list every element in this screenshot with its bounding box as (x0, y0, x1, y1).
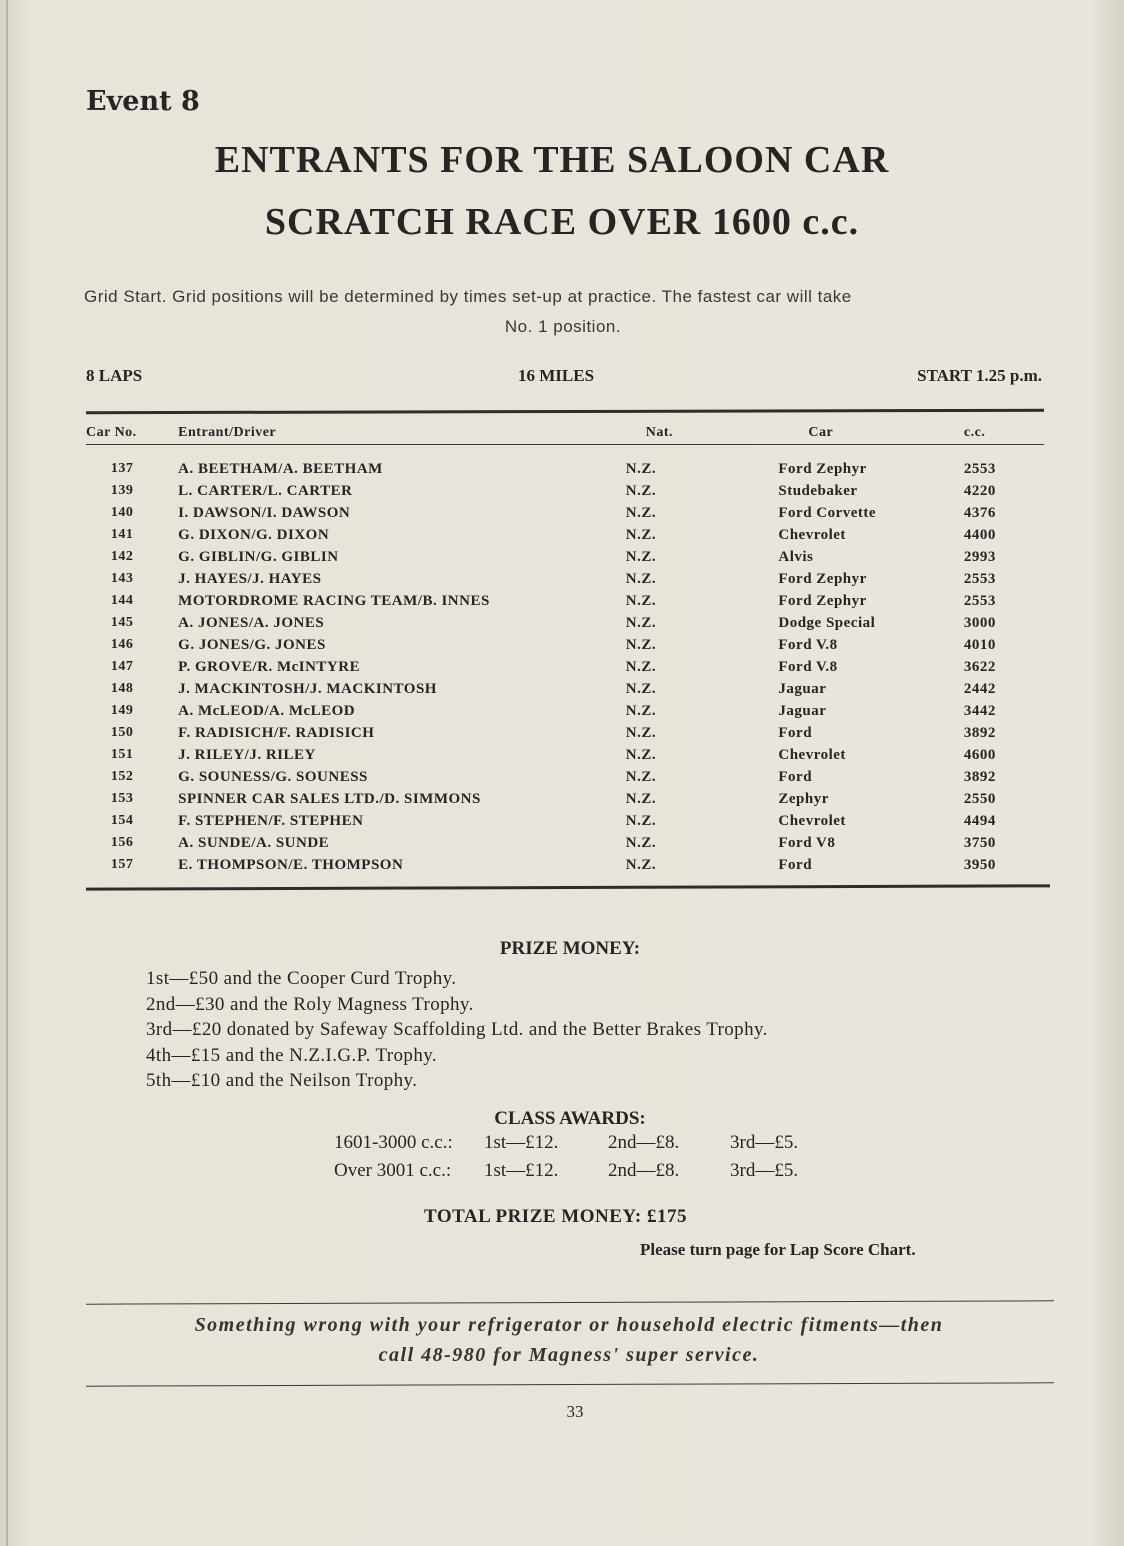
entrant-driver: G. GIBLIN/G. GIBLIN (178, 548, 339, 565)
nationality: N.Z. (625, 570, 657, 587)
engine-cc: 2550 (963, 790, 996, 807)
advert-line-1: Something wrong with your refrigerator or household electric fitments—then (194, 1314, 944, 1336)
car-number: 149 (110, 703, 134, 718)
nationality: N.Z. (625, 724, 657, 741)
car-number: 142 (110, 549, 134, 564)
engine-cc: 3892 (963, 768, 996, 785)
turn-page-note: Please turn page for Lap Score Chart. (640, 1240, 916, 1259)
entrant-driver: F. STEPHEN/F. STEPHEN (178, 812, 364, 829)
engine-cc: 4494 (963, 812, 996, 829)
engine-cc: 2993 (963, 548, 996, 565)
nationality: N.Z. (625, 812, 657, 829)
entrant-driver: G. SOUNESS/G. SOUNESS (178, 768, 368, 785)
nationality: N.Z. (625, 746, 657, 763)
nationality: N.Z. (625, 834, 657, 851)
prize-item: 3rd—£20 donated by Safeway Scaffolding Ltd. and the Better Brakes Trophy. (146, 1019, 768, 1040)
car-number: 152 (110, 769, 134, 784)
entrant-driver: A. BEETHAM/A. BEETHAM (178, 460, 383, 477)
nationality: N.Z. (625, 460, 657, 477)
car-number: 147 (110, 659, 134, 674)
car-model: Studebaker (778, 482, 858, 499)
total-prize-money: TOTAL PRIZE MONEY: £175 (424, 1206, 687, 1227)
advert-bottom-rule (86, 1382, 1054, 1386)
class-award-second: 2nd—£8. (608, 1160, 680, 1181)
car-model: Ford Zephyr (778, 592, 867, 609)
engine-cc: 3442 (963, 702, 996, 719)
table-row (86, 612, 1044, 634)
car-number: 141 (110, 527, 134, 542)
table-row (86, 788, 1044, 810)
car-number: 148 (110, 681, 134, 696)
table-row (86, 546, 1044, 568)
nationality: N.Z. (625, 768, 657, 785)
entrant-driver: E. THOMPSON/E. THOMPSON (178, 856, 404, 873)
car-number: 154 (110, 813, 134, 828)
page-title-line-2: SCRATCH RACE OVER 1600 c.c. (264, 201, 860, 243)
prize-item: 4th—£15 and the N.Z.I.G.P. Trophy. (146, 1044, 438, 1066)
nationality: N.Z. (625, 636, 657, 653)
entrant-driver: SPINNER CAR SALES LTD./D. SIMMONS (178, 790, 481, 807)
car-model: Ford V8 (778, 834, 836, 851)
table-row (86, 854, 1044, 876)
car-number: 153 (110, 791, 134, 806)
col-header-car-no: Car No. (86, 425, 137, 440)
entrant-driver: J. RILEY/J. RILEY (178, 746, 316, 763)
car-model: Alvis (778, 548, 814, 565)
prize-item: 5th—£10 and the Neilson Trophy. (146, 1070, 418, 1091)
grid-start-note-line-1: Grid Start. Grid positions will be determined by times set-up at practice. The fastest car will take (84, 287, 852, 306)
table-bottom-rule (86, 884, 1050, 890)
engine-cc: 4220 (963, 482, 996, 499)
engine-cc: 4600 (963, 746, 996, 763)
car-model: Chevrolet (778, 746, 846, 763)
car-model: Ford V.8 (778, 658, 838, 675)
nationality: N.Z. (625, 526, 657, 543)
car-model: Zephyr (778, 790, 829, 807)
entrant-driver: J. MACKINTOSH/J. MACKINTOSH (178, 680, 437, 697)
col-header-nat: Nat. (645, 425, 674, 440)
grid-start-note (84, 282, 1042, 342)
entrant-driver: MOTORDROME RACING TEAM/B. INNES (178, 592, 490, 609)
table-row (86, 502, 1044, 524)
miles-label: 16 MILES (518, 366, 595, 385)
entrant-driver: G. DIXON/G. DIXON (178, 526, 330, 543)
table-row (86, 744, 1044, 766)
table-row (86, 766, 1044, 788)
car-number: 151 (110, 747, 134, 762)
event-label: Event 8 (86, 86, 200, 117)
car-number: 150 (110, 725, 134, 740)
laps-label: 8 LAPS (86, 366, 143, 385)
table-row (86, 700, 1044, 722)
car-number: 140 (110, 505, 134, 520)
table-row (86, 590, 1044, 612)
nationality: N.Z. (625, 548, 657, 565)
engine-cc: 3622 (963, 658, 996, 675)
nationality: N.Z. (625, 482, 657, 499)
nationality: N.Z. (625, 702, 657, 719)
prize-money-list (146, 966, 768, 1094)
engine-cc: 2442 (963, 680, 996, 697)
table-row (86, 448, 1044, 480)
class-award-third: 3rd—£5. (730, 1160, 799, 1181)
nationality: N.Z. (625, 658, 657, 675)
table-header-row (86, 418, 1044, 448)
nationality: N.Z. (625, 856, 657, 873)
nationality: N.Z. (625, 504, 657, 521)
entrants-table-body (86, 448, 1044, 876)
car-model: Ford V.8 (778, 636, 838, 653)
engine-cc: 3750 (963, 834, 996, 851)
advert-top-rule (86, 1300, 1054, 1304)
car-model: Ford (778, 768, 813, 785)
car-model: Chevrolet (778, 812, 846, 829)
class-award-third: 3rd—£5. (730, 1132, 799, 1153)
entrant-driver: I. DAWSON/I. DAWSON (178, 504, 351, 521)
table-row (86, 656, 1044, 678)
engine-cc: 4010 (963, 636, 996, 653)
car-number: 144 (110, 593, 134, 608)
car-number: 137 (110, 461, 134, 476)
entrants-table (86, 418, 1044, 876)
table-row (86, 722, 1044, 744)
table-row (86, 832, 1044, 854)
class-award-first: 1st—£12. (484, 1160, 559, 1181)
class-awards-heading: CLASS AWARDS: (494, 1108, 646, 1129)
class-award-label: Over 3001 c.c.: (334, 1160, 452, 1181)
engine-cc: 3892 (963, 724, 996, 741)
magness-advert (84, 1310, 1054, 1370)
entrant-driver: A. SUNDE/A. SUNDE (178, 834, 330, 851)
car-number: 157 (110, 857, 134, 872)
engine-cc: 4400 (963, 526, 996, 543)
advert-line-2: call 48-980 for Magness' super service. (378, 1344, 760, 1366)
engine-cc: 2553 (963, 592, 996, 609)
table-row (86, 634, 1044, 656)
car-number: 146 (110, 637, 134, 652)
table-top-rule (86, 409, 1044, 415)
grid-start-note-line-2: No. 1 position. (504, 317, 622, 336)
nationality: N.Z. (625, 680, 657, 697)
car-model: Jaguar (778, 680, 827, 697)
entrant-driver: L. CARTER/L. CARTER (178, 482, 353, 499)
car-number: 156 (110, 835, 134, 850)
col-header-car: Car (808, 425, 834, 440)
nationality: N.Z. (625, 790, 657, 807)
table-row (86, 678, 1044, 700)
engine-cc: 2553 (963, 570, 996, 587)
car-model: Chevrolet (778, 526, 846, 543)
engine-cc: 2553 (963, 460, 996, 477)
car-model: Ford (778, 724, 813, 741)
entrant-driver: F. RADISICH/F. RADISICH (178, 724, 375, 741)
entrant-driver: G. JONES/G. JONES (178, 636, 326, 653)
entrant-driver: P. GROVE/R. McINTYRE (178, 658, 361, 675)
class-award-second: 2nd—£8. (608, 1132, 680, 1153)
col-header-cc: c.c. (963, 425, 986, 440)
prize-item: 2nd—£30 and the Roly Magness Trophy. (146, 993, 474, 1015)
nationality: N.Z. (625, 592, 657, 609)
entrant-driver: A. JONES/A. JONES (178, 614, 325, 631)
car-model: Ford (778, 856, 813, 873)
car-number: 145 (110, 615, 134, 630)
engine-cc: 3000 (963, 614, 996, 631)
car-model: Jaguar (778, 702, 827, 719)
class-award-label: 1601-3000 c.c.: (334, 1132, 453, 1153)
prize-item: 1st—£50 and the Cooper Curd Trophy. (146, 968, 457, 989)
start-time-label: START 1.25 p.m. (917, 366, 1042, 385)
table-row (86, 524, 1044, 546)
prize-money-heading: PRIZE MONEY: (499, 938, 641, 959)
class-award-first: 1st—£12. (484, 1132, 559, 1153)
entrant-driver: A. McLEOD/A. McLEOD (178, 702, 356, 719)
page-title-line-1: ENTRANTS FOR THE SALOON CAR (214, 139, 890, 181)
page-number: 33 (566, 1402, 584, 1421)
col-header-entrant: Entrant/Driver (178, 425, 277, 440)
table-row (86, 810, 1044, 832)
car-model: Dodge Special (778, 614, 876, 631)
car-model: Ford Zephyr (778, 460, 867, 477)
engine-cc: 4376 (963, 504, 996, 521)
table-row (86, 480, 1044, 502)
entrant-driver: J. HAYES/J. HAYES (178, 570, 322, 587)
table-row (86, 568, 1044, 590)
car-model: Ford Zephyr (778, 570, 867, 587)
engine-cc: 3950 (963, 856, 996, 873)
car-number: 143 (110, 571, 134, 586)
nationality: N.Z. (625, 614, 657, 631)
car-number: 139 (110, 483, 134, 498)
car-model: Ford Corvette (778, 504, 877, 521)
